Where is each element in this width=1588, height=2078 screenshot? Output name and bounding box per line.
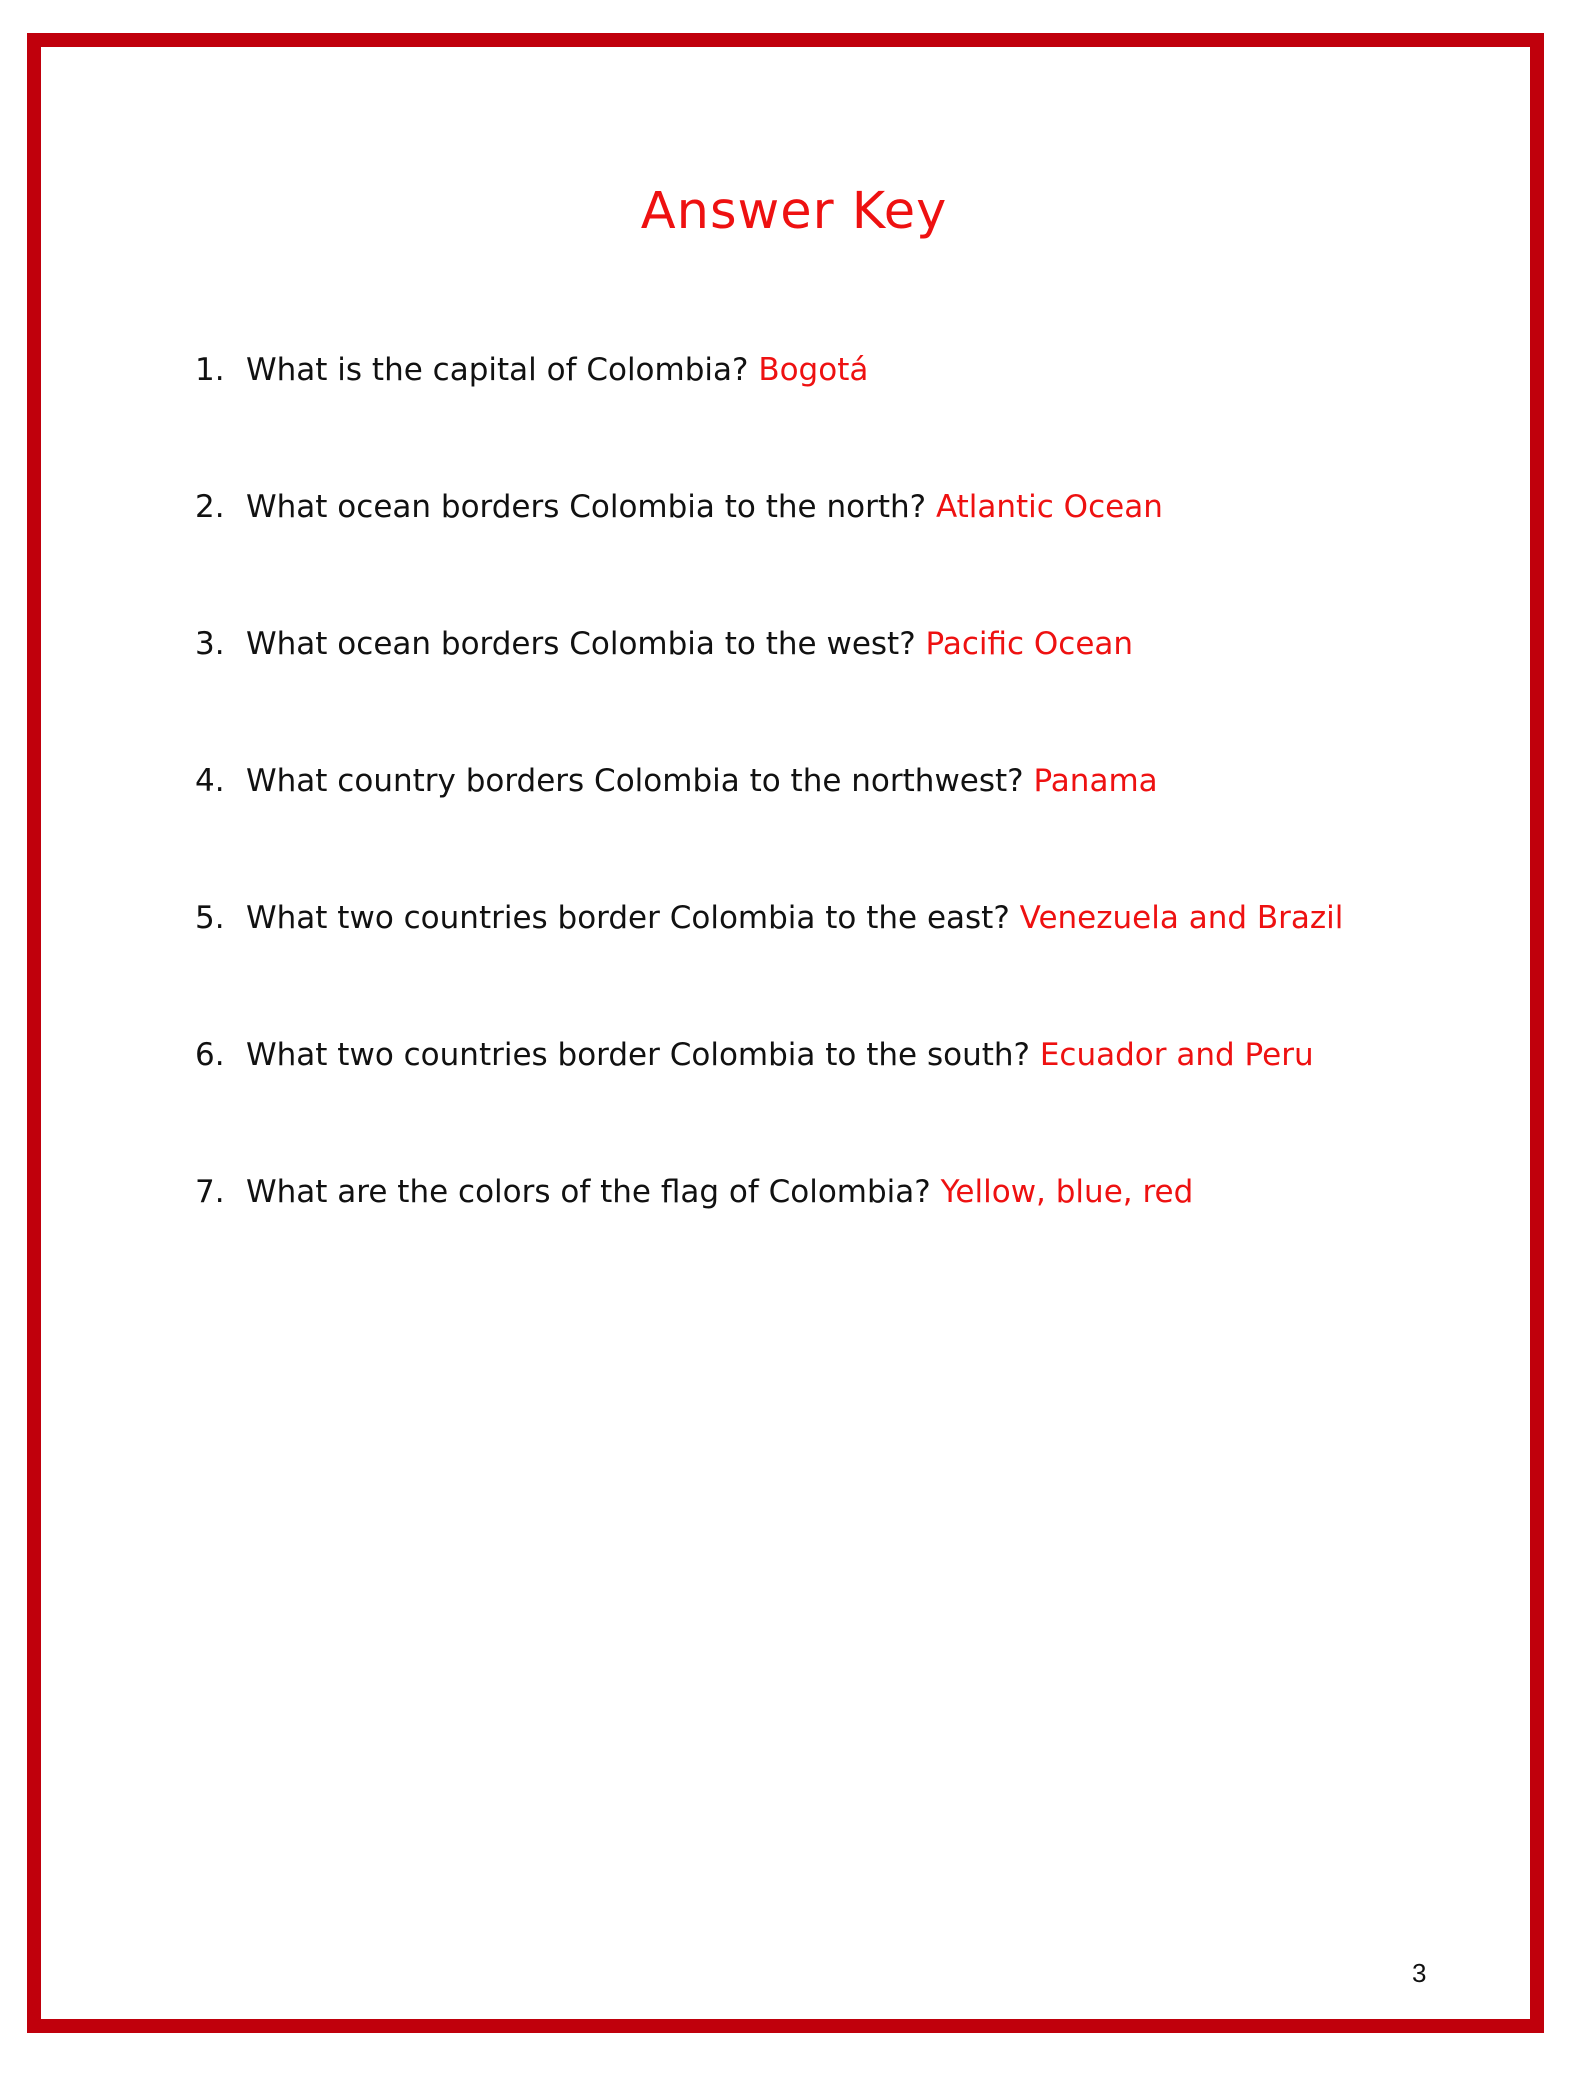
question-text: What country borders Colombia to the northwest? xyxy=(246,763,1024,799)
answer-text: Atlantic Ocean xyxy=(935,489,1163,525)
answer-text: Pacific Ocean xyxy=(925,626,1134,662)
question-text: What ocean borders Colombia to the west? xyxy=(246,626,916,662)
item-number: 5. xyxy=(195,900,225,936)
question-text: What two countries border Colombia to the east? xyxy=(246,900,1010,936)
page-number: 3 xyxy=(1412,1958,1427,1988)
list-item xyxy=(195,614,1343,751)
answer-text: Panama xyxy=(1033,763,1158,799)
item-number: 4. xyxy=(195,763,225,799)
item-number: 6. xyxy=(195,1037,225,1073)
item-number: 2. xyxy=(195,489,225,525)
answer-text: Bogotá xyxy=(758,352,869,388)
question-text: What is the capital of Colombia? xyxy=(246,352,749,388)
answer-list xyxy=(195,340,1343,1299)
list-item xyxy=(195,340,1343,477)
answer-text: Yellow, blue, red xyxy=(940,1174,1194,1210)
item-number: 3. xyxy=(195,626,225,662)
list-item xyxy=(195,477,1343,614)
answer-text: Venezuela and Brazil xyxy=(1019,900,1344,936)
list-item xyxy=(195,888,1343,1025)
answer-text: Ecuador and Peru xyxy=(1039,1037,1314,1073)
item-number: 7. xyxy=(195,1174,225,1210)
list-item xyxy=(195,1162,1343,1299)
item-number: 1. xyxy=(195,352,225,388)
question-text: What two countries border Colombia to the south? xyxy=(246,1037,1030,1073)
list-item xyxy=(195,1025,1343,1162)
question-text: What are the colors of the flag of Colombia? xyxy=(246,1174,931,1210)
list-item xyxy=(195,751,1343,888)
page-title: Answer Key xyxy=(640,182,948,241)
question-text: What ocean borders Colombia to the north? xyxy=(246,489,927,525)
